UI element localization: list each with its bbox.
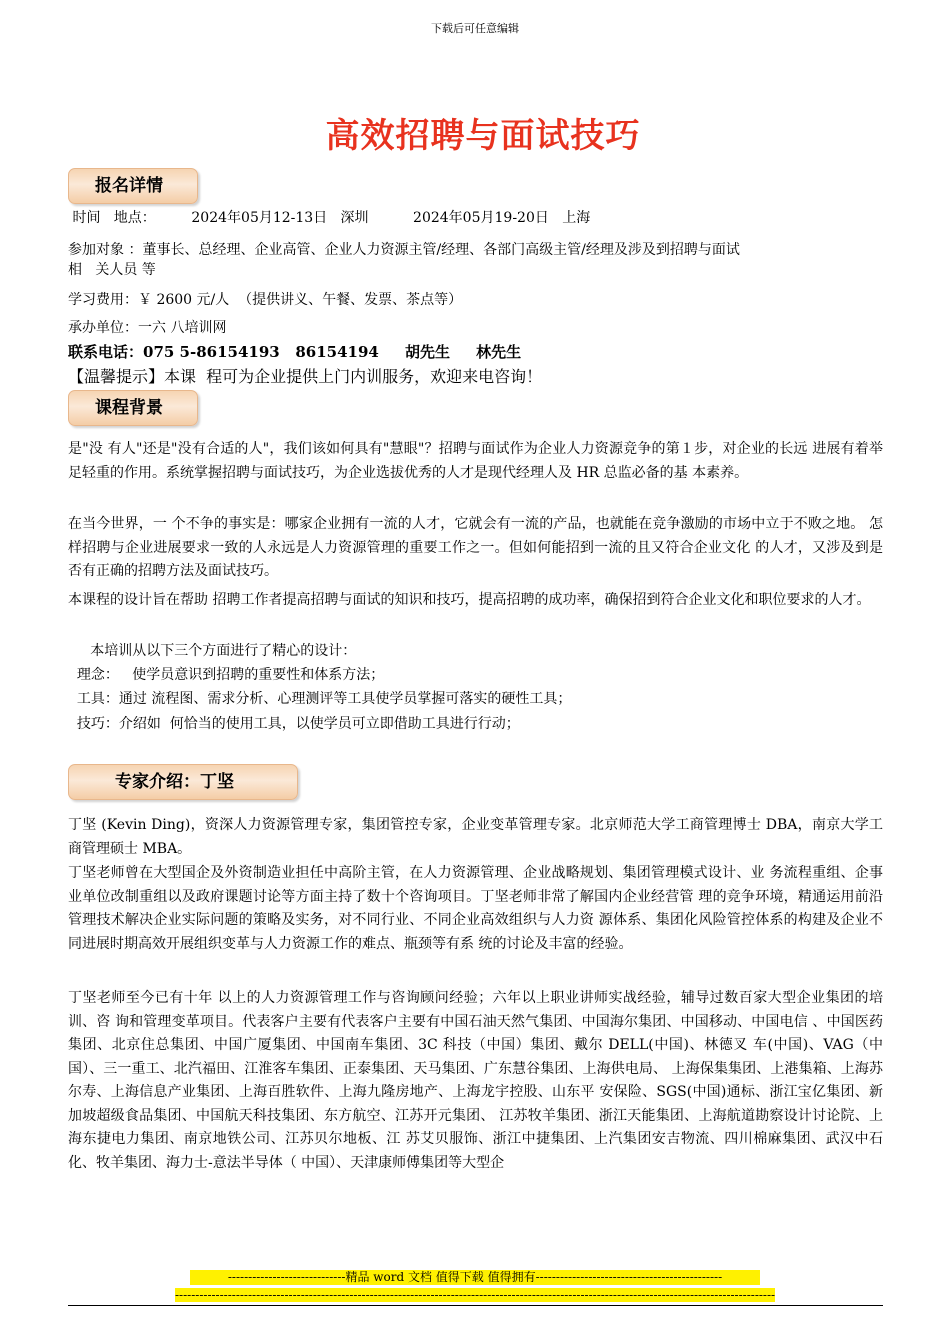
time-place-line: 时间 地点： 2024年05月12-13日 深圳 2024年05月19-20日 上海 bbox=[68, 210, 591, 226]
fee-line: 学习费用：￥ 2600 元/人 （提供讲义、午餐、发票、茶点等） bbox=[68, 292, 463, 308]
background-paragraph-2: 在当今世界，一 个不争的事实是：哪家企业拥有一流的人才，它就会有一流的产品，也就能在竞争激励的市场中立于不败之地。 怎样招聘与企业进展要求一致的人永远是人力资源管理的重要工作之一。但如何能招到一流的且又符合企业文化 的人才，又涉及到是否有正确的招聘方法及面试技巧。 bbox=[68, 516, 883, 579]
contact-line: 联系电话：075 5-86154193 86154194 胡先生 林先生 bbox=[68, 343, 522, 361]
expert-paragraph-3: 丁坚老师至今已有十年 以上的人力资源管理工作与咨询顾问经验；六年以上职业讲师实战经验，辅导过数百家大型企业集团的培训、咨 询和管理变革项目。代表客户主要有代表客户主要有中国石油天然气集团、中国海尔集团、中国移动、中国电信 、中国医药集团、北京住总集团、中国广厦集团、中国南车集团、3C 科技（中国）集团、戴尔 DELL(中国)、林德叉 车(中国)、VAG（中国）、三一重工、北汽福田、江淮客车集团、正泰集团、天马集团、广东慧谷集团、上海供电局、 上海保集集团、上港集箱、上海苏尔寿、上海信息产业集团、上海百胜软件、上海九隆房地产、上海龙宇控股、山东平 安保险、SGS(中国)通标、浙江宝亿集团、新加坡超级食品集团、中国航天科技集团、东方航空、江苏开元集团、 江苏牧羊集团、浙江天能集团、上海航道勘察设计讨论院、上海东捷电力集团、南京地铁公司、江苏贝尔地板、江 苏艾贝服饰、浙江中捷集团、上汽集团安吉物流、四川棉麻集团、武汉中石化、牧羊集团、海力士-意法半导体（ 中国）、天津康师傅集团等大型企 bbox=[68, 990, 883, 1171]
section-tab-signup: 报名详情 bbox=[68, 168, 198, 204]
footer-banner: -----------------------------精品 word 文档 值得下载 值得拥有---------------------------------------------- bbox=[190, 1270, 760, 1285]
section-tab-background: 课程背景 bbox=[68, 390, 198, 426]
expert-paragraph-2: 丁坚老师曾在大型国企及外资制造业担任中高阶主管，在人力资源管理、企业战略规划、集团管理模式设计、业 务流程重组、企事业单位改制重组以及政府课题讨论等方面主持了数十个咨询项目。丁坚老师非常了解国内企业经营管 理的竞争环境，精通运用前沿管理技术解决企业实际问题的策略及实务，对不同行业、不同企业高效组织与人力资 源体系、集团化风险管控体系的构建及企业不同进展时期高效开展组织变革与人力资源工作的难点、瓶颈等有系 统的讨论及丰富的经验。 bbox=[68, 865, 883, 952]
background-item-tools: 工具：通过 流程图、需求分析、心理测评等工具使学员掌握可落实的硬性工具； bbox=[68, 691, 572, 707]
header-note: 下载后可任意编辑 bbox=[431, 22, 519, 35]
tip-line: 【温馨提示】本课 程可为企业提供上门内训服务，欢迎来电咨询！ bbox=[68, 367, 543, 386]
background-paragraph-3: 本课程的设计旨在帮助 招聘工作者提高招聘与面试的知识和技巧，提高招聘的成功率，确保招到符合企业文化和职位要求的人才。 bbox=[68, 592, 871, 608]
audience-line: 参加对象 ：董事长、总经理、企业高管、企业人力资源主管/经理、各部门高级主管/经理及涉及到招聘与面试 bbox=[68, 242, 740, 258]
audience-line-cont: 相 关人员 等 bbox=[68, 262, 156, 278]
background-item-concept: 理念： 使学员意识到招聘的重要性和体系方法； bbox=[68, 667, 385, 683]
background-item-skills: 技巧：介绍如 何恰当的使用工具，以使学员可立即借助工具进行行动； bbox=[68, 716, 520, 732]
section-tab-expert: 专家介绍：丁坚 bbox=[68, 764, 298, 800]
page-title: 高效招聘与面试技巧 bbox=[325, 116, 641, 156]
organizer-line: 承办单位：一六 八培训网 bbox=[68, 320, 227, 336]
background-paragraph-4: 本培训从以下三个方面进行了精心的设计： bbox=[68, 643, 357, 659]
expert-paragraph-1: 丁坚 (Kevin Ding)，资深人力资源管理专家，集团管控专家，企业变革管理专家。北京师范大学工商管理博士 DBA，南京大学工商管理硕士 MBA。 bbox=[68, 817, 883, 857]
footer-rule bbox=[68, 1305, 883, 1306]
background-paragraph-1: 是"没 有人"还是"没有合适的人"，我们该如何具有"慧眼"？招聘与面试作为企业人力资源竞争的第１步，对企业的长远 进展有着举足轻重的作用。系统掌握招聘与面试技巧，为企业选拔优秀的人才是现代经理人及 HR 总监必备的基 本素养。 bbox=[68, 441, 883, 481]
footer-dashes: ---------------------------------------------------------------------------------------------------------------------------------------------------- bbox=[175, 1288, 775, 1302]
